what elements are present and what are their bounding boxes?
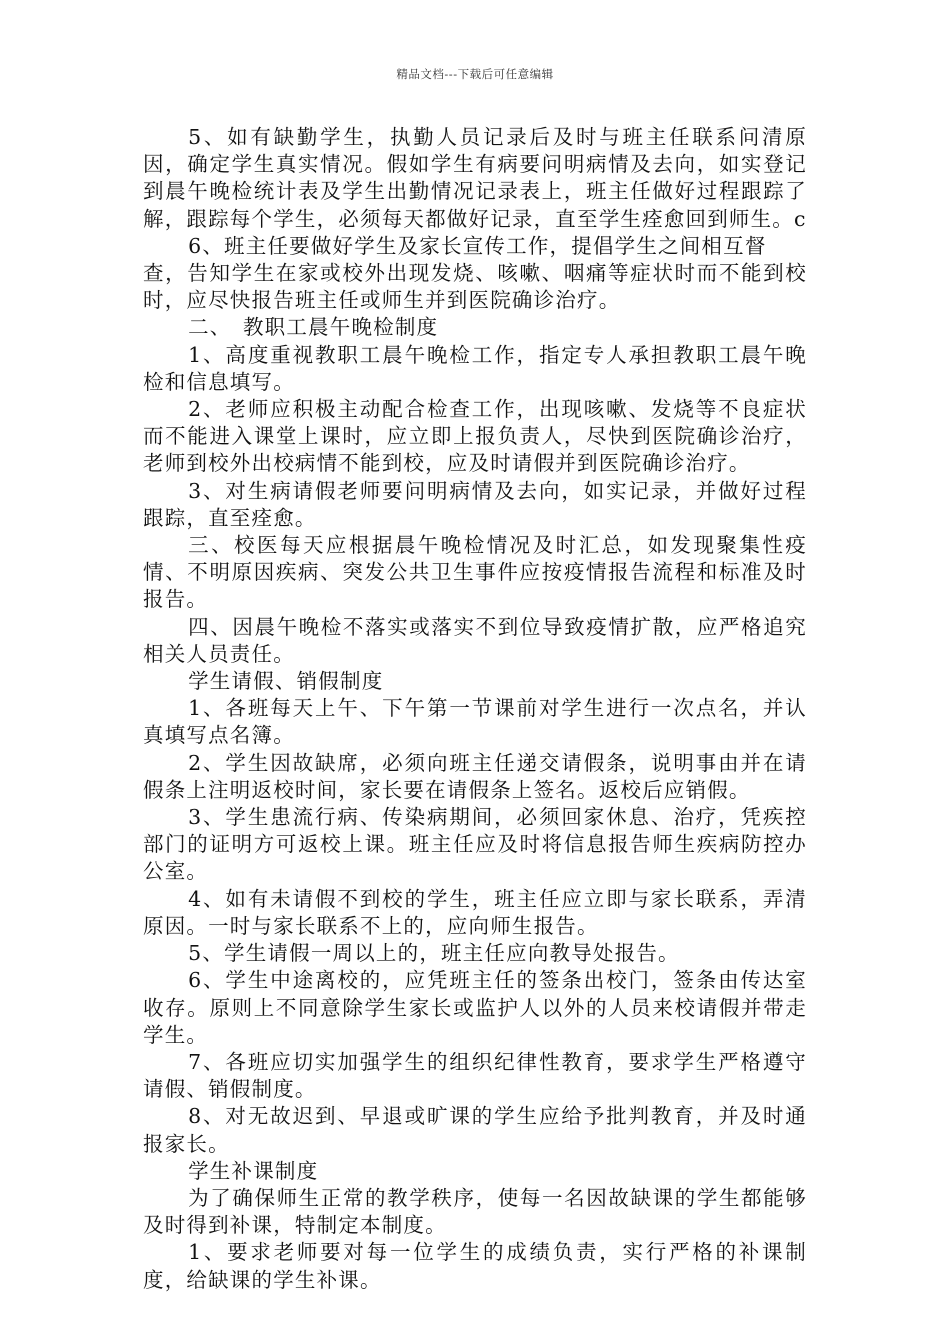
paragraph: 6、班主任要做好学生及家长宣传工作，提倡学生之间相互督 — [188, 233, 767, 258]
paragraph: 1、各班每天上午、下午第一节课前对学生进行一次点名，并认真填写点名簿。 — [143, 696, 807, 748]
paragraph: 3、对生病请假老师要问明病情及去向，如实记录，并做好过程跟踪，直至痊愈。 — [143, 478, 807, 530]
section-heading: 二、 教职工晨午晚检制度 — [188, 315, 439, 340]
paragraph: 1、高度重视教职工晨午晚检工作，指定专人承担教职工晨午晚检和信息填写。 — [143, 342, 807, 394]
page-header: 精品文档---下载后可任意编辑 — [396, 67, 554, 81]
paragraph: 6、学生中途离校的，应凭班主任的签条出校门，签条由传达室收存。原则上不同意除学生家长或监护人以外的人员来校请假并带走学生。 — [143, 968, 807, 1047]
paragraph: 四、因晨午晚检不落实或落实不到位导致疫情扩散，应严格追究相关人员责任。 — [143, 614, 807, 666]
paragraph: 7、各班应切实加强学生的组织纪律性教育，要求学生严格遵守请假、销假制度。 — [143, 1049, 807, 1102]
paragraph: 2、学生因故缺席，必须向班主任递交请假条，说明事由并在请假条上注明返校时间，家长要在请假条上签名。返校后应销假。 — [143, 750, 807, 802]
section-heading: 学生请假、销假制度 — [188, 669, 384, 694]
paragraph: 5、如有缺勤学生，执勤人员记录后及时与班主任联系问清原因，确定学生真实情况。假如学生有病要问明病情及去向，如实登记到晨午晚检统计表及学生出勤情况记录表上，班主任做好过程跟踪了解，跟踪每个学生，必须每天都做好记录，直至学生痊愈回到师生。c — [143, 125, 807, 231]
document-body — [143, 124, 807, 1294]
section-heading: 学生补课制度 — [188, 1158, 319, 1183]
paragraph: 4、如有未请假不到校的学生，班主任应立即与家长联系，弄清原因。一时与家长联系不上的，应向师生报告。 — [143, 886, 807, 938]
paragraph: 查，告知学生在家或校外出现发烧、咳嗽、咽痛等症状时而不能到校时，应尽快报告班主任或师生并到医院确诊治疗。 — [143, 261, 807, 313]
paragraph: 为了确保师生正常的教学秩序，使每一名因故缺课的学生都能够及时得到补课，特制定本制度。 — [143, 1185, 807, 1238]
paragraph: 2、老师应积极主动配合检查工作，出现咳嗽、发烧等不良症状而不能进入课堂上课时，应立即上报负责人，尽快到医院确诊治疗，老师到校外出校病情不能到校，应及时请假并到医院确诊治疗。 — [143, 397, 807, 476]
paragraph: 三、校医每天应根据晨午晚检情况及时汇总，如发现聚集性疫情、不明原因疾病、突发公共卫生事件应按疫情报告流程和标准及时报告。 — [143, 533, 807, 612]
paragraph: 8、对无故迟到、早退或旷课的学生应给予批判教育，并及时通报家长。 — [143, 1104, 807, 1156]
paragraph: 3、学生患流行病、传染病期间，必须回家休息、治疗，凭疾控部门的证明方可返校上课。班主任应及时将信息报告师生疾病防控办公室。 — [143, 805, 807, 884]
paragraph: 5、学生请假一周以上的，班主任应向教导处报告。 — [188, 941, 680, 966]
paragraph: 1、要求老师要对每一位学生的成绩负责，实行严格的补课制度，给缺课的学生补课。 — [143, 1240, 807, 1292]
